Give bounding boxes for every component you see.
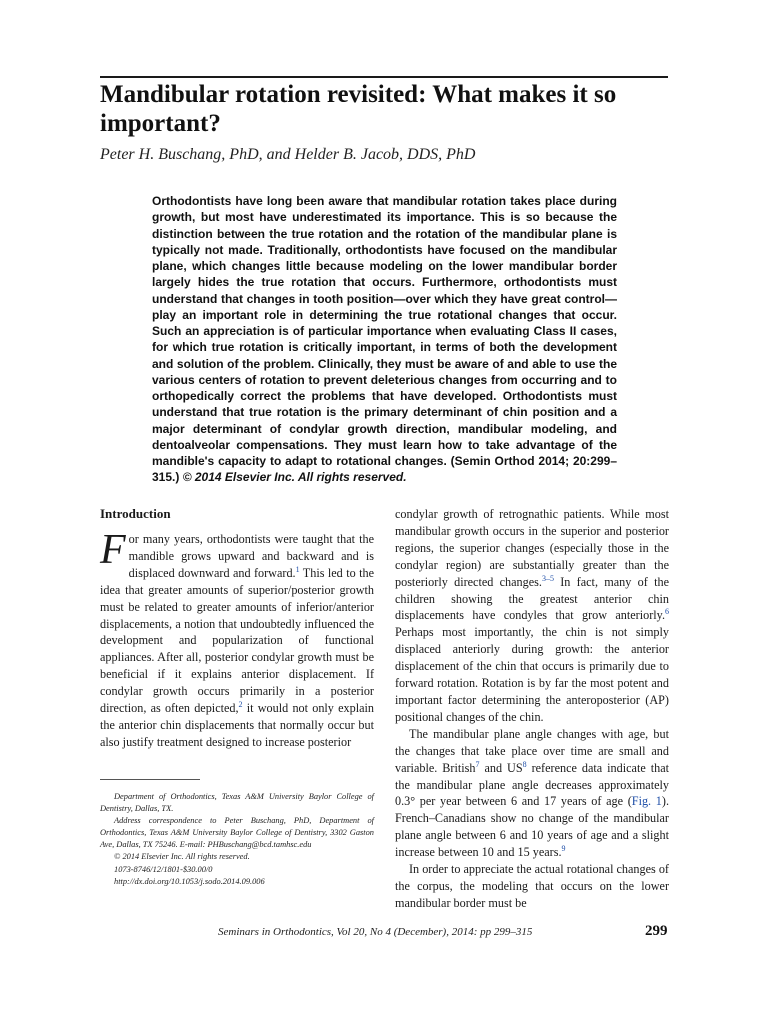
- journal-footer: Seminars in Orthodontics, Vol 20, No 4 (December), 2014: pp 299–315: [218, 926, 533, 938]
- left-column: [100, 506, 374, 751]
- reference-link-8[interactable]: 8: [522, 759, 527, 769]
- abstract: [152, 193, 617, 486]
- page-number: 299: [645, 923, 668, 939]
- drop-cap: F: [100, 527, 126, 573]
- body-text-1a: condylar growth of retrognathic patients. While most mandibular growth occurs in the superior and posterior regions, the superior changes (especially those in the condylar region) are substantially greater than the posteriorly directed changes.: [395, 507, 669, 589]
- section-heading-introduction: Introduction: [100, 506, 171, 521]
- footnotes: [100, 791, 374, 888]
- body-text-2a: The mandibular plane angle changes with age, but the changes that take place over time are small and variable. British: [395, 726, 669, 775]
- footnote-issn: 1073-8746/12/1801-$30.00/0: [114, 864, 213, 874]
- intro-text-1: or many years, orthodontists were taught that the mandible grows upward and backward and is displaced downward and forward.: [128, 532, 374, 580]
- reference-link-2[interactable]: 2: [238, 700, 243, 709]
- footnote-doi[interactable]: http://dx.doi.org/10.1053/j.sodo.2014.09.006: [114, 876, 265, 886]
- figure-link-1[interactable]: Fig. 1: [631, 794, 662, 809]
- footnote-copyright: © 2014 Elsevier Inc. All rights reserved.: [114, 852, 250, 862]
- footnote-department: Department of Orthodontics, Texas A&M University Baylor College of Dentistry, Dallas, TX.: [100, 792, 374, 814]
- reference-link-9[interactable]: 9: [561, 844, 566, 854]
- reference-link-1[interactable]: 1: [295, 564, 300, 574]
- body-paragraph-1: [395, 506, 669, 726]
- footnote-correspondence: Address correspondence to Peter Buschang, PhD, Department of Orthodontics, Texas A&M University Baylor College of Dentistry, 3302 Gaston Ave, Dallas, TX 75246. E-mail: PHBuschang@bcd.tamhsc.edu: [100, 816, 374, 850]
- intro-text-2: This led to the idea that greater amounts of superior/posterior growth must be related to greater amounts of inferior/anterior displacements, a notion that undoubtedly influenced the development and popularization of functional appliances. After all, posterior condylar growth must be beneficial if it explains anterior displacement. If condylar growth occurs primarily in a posterior direction, as often depicted,: [100, 565, 374, 716]
- reference-link-7[interactable]: 7: [475, 759, 480, 769]
- body-paragraph-3: In order to appreciate the actual rotational changes of the corpus, the modeling that occurs on the lower mandibular border must be: [395, 862, 669, 910]
- reference-link-6[interactable]: 6: [665, 607, 669, 617]
- intro-paragraph: [100, 527, 374, 751]
- body-text-2d: ). French–Canadians show no change of the mandibular plane angle between 6 and 10 years of age and a slight increase between 10 and 15 years.: [395, 794, 669, 860]
- right-column: [395, 506, 669, 912]
- body-text-1b: In fact, many of the children showing the greatest anterior chin displacements have condyles that grow anteriorly.: [395, 574, 669, 623]
- abstract-copyright: © 2014 Elsevier Inc. All rights reserved.: [182, 470, 407, 485]
- intro-text-3: it would not only explain the anterior chin displacements that normally occur but also justify treatment designed to increase posterior: [100, 701, 374, 749]
- reference-link-3-5[interactable]: 3–5: [541, 573, 554, 583]
- body-text-1c: Perhaps most importantly, the chin is not simply displaced anteriorly during growth: the anterior displacement of the chin that occurs is primarily due to forward rotation. Rotation is by far the most potent and important factor determining the anteroposterior (AP) positional changes of the chin.: [395, 625, 669, 724]
- author-line: Peter H. Buschang, PhD, and Helder B. Jacob, DDS, PhD: [100, 146, 476, 163]
- body-paragraph-2: [395, 726, 669, 861]
- body-text-2b: and US: [479, 760, 523, 775]
- body-text-2c: reference data indicate that the mandibular plane angle decreases approximately 0.3° per year between 6 and 17 years of age (: [395, 760, 669, 809]
- article-title: Mandibular rotation revisited: What makes it so important?: [100, 81, 617, 137]
- top-rule: [100, 76, 668, 78]
- abstract-text: Orthodontists have long been aware that mandibular rotation takes place during growth, but most have underestimated its importance. This is so because the distinction between the true rotation and the rotation of the mandibular plane is typically not made. Traditionally, orthodontists have focused on the mandibular plane, which changes little because modeling on the lower mandibular border largely hides the true rotation that occurs. Furthermore, orthodontists must understand that changes in tooth position—over which they have great control—play an important role in determining the true rotational changes that occur. Such an appreciation is of particular importance when evaluating Class II cases, for which true rotation is critically important, in terms of both the development and solution of the problem. Clinically, they must be aware of and able to use the various centers of rotation to prevent deleterious changes from occurring and to orthopedically correct the problems that have developed. Orthodontists must understand that true rotation is the primary determinant of chin position and a major determinant of condylar growth direction, mandibular modeling, and dentoalveolar compensations. They must learn how to take advantage of the mandible's capacity to adapt to rotational changes. (Semin Orthod 2014; 20:299–315.): [152, 194, 617, 485]
- footnote-rule: [100, 779, 200, 780]
